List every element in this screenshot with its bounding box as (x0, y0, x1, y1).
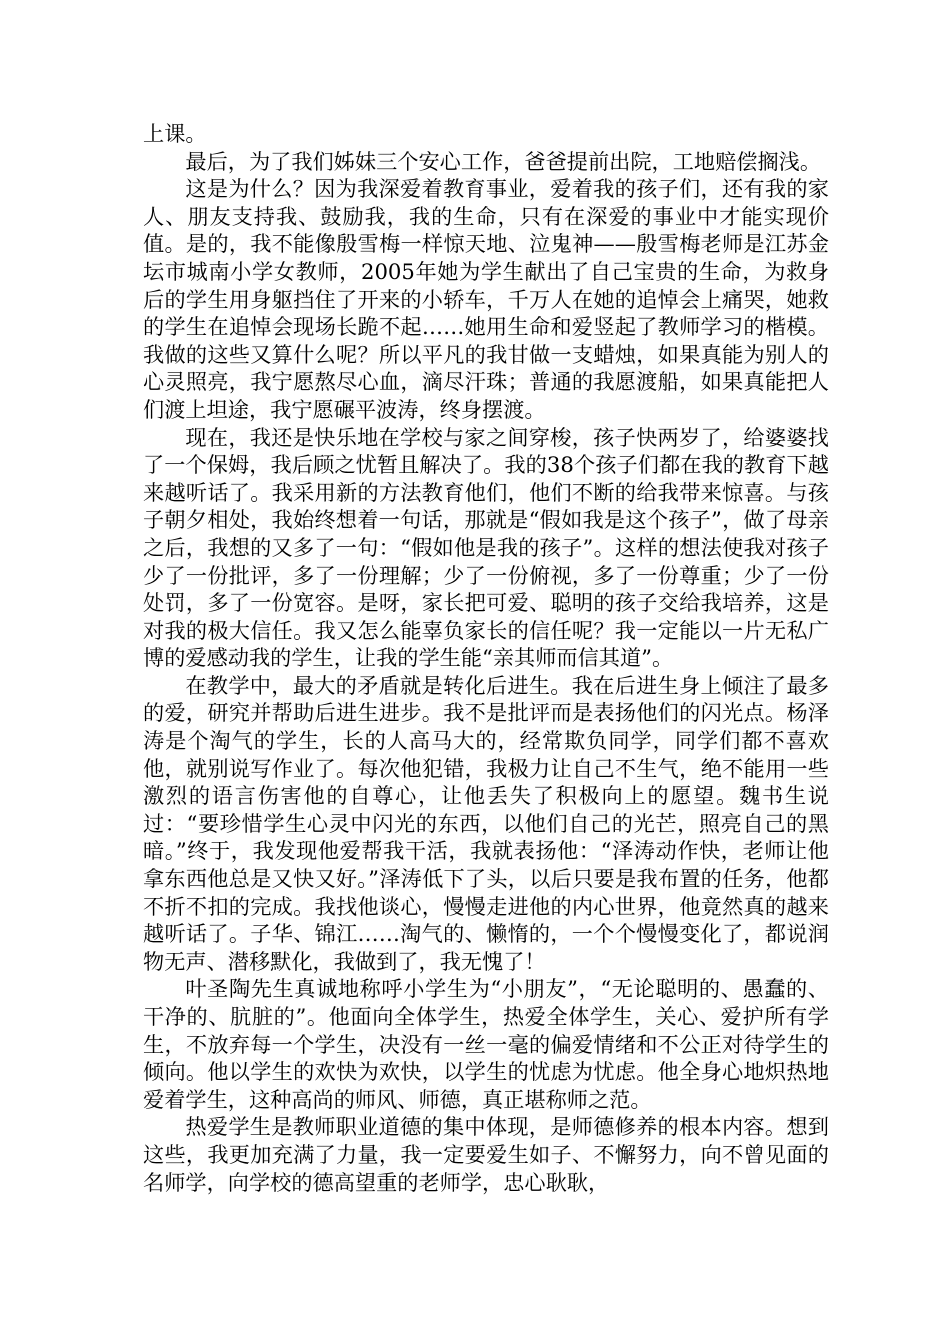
document-body (143, 120, 829, 1196)
paragraph-7: 热爱学生是教师职业道德的集中体现，是师德修养的根本内容。想到这些，我更加充满了力量，我一定要爱生如子、不懈努力，向不曾见面的名师学，向学校的德高望重的老师学，忠心耿耿， (143, 1114, 829, 1195)
paragraph-5: 在教学中，最大的矛盾就是转化后进生。我在后进生身上倾注了最多的爱，研究并帮助后进生进步。我不是批评而是表扬他们的闪光点。杨泽涛是个淘气的学生，长的人高马大的，经常欺负同学，同学们都不喜欢他，就别说写作业了。每次他犯错，我极力让自己不生气，绝不能用一些激烈的语言伤害他的自尊心，让他丢失了积极向上的愿望。魏书生说过：“要珍惜学生心灵中闪光的东西，以他们自己的光芒，照亮自己的黑暗。”终于，我发现他爱帮我干活，我就表扬他：“泽涛动作快，老师让他拿东西他总是又快又好。”泽涛低下了头，以后只要是我布置的任务，他都不折不扣的完成。我找他谈心，慢慢走进他的内心世界，他竟然真的越来越听话了。子华、锦江……淘气的、懒惰的，一个个慢慢变化了，都说润物无声、潜移默化，我做到了，我无愧了！ (143, 672, 829, 974)
paragraph-6: 叶圣陶先生真诚地称呼小学生为“小朋友”，“无论聪明的、愚蠢的、干净的、肮脏的”。他面向全体学生，热爱全体学生，关心、爱护所有学生，不放弃每一个学生，决没有一丝一毫的偏爱情绪和不公正对待学生的倾向。他以学生的欢快为欢快，以学生的忧虑为忧虑。他全身心地炽热地爱着学生，这种高尚的师风、师德，真正堪称师之范。 (143, 976, 829, 1112)
paragraph-2: 最后，为了我们姊妹三个安心工作，爸爸提前出院，工地赔偿搁浅。 (185, 148, 822, 174)
paragraph-3: 这是为什么？因为我深爱着教育事业，爱着我的孩子们，还有我的家人、朋友支持我、鼓励我，我的生命，只有在深爱的事业中才能实现价值。是的，我不能像殷雪梅一样惊天地、泣鬼神——殷雪梅老师是江苏金坛市城南小学女教师，2005年她为学生献出了自己宝贵的生命，为救身后的学生用身躯挡住了开来的小轿车，千万人在她的追悼会上痛哭，她救的学生在追悼会现场长跪不起……她用生命和爱竖起了教师学习的楷模。我做的这些又算什么呢？所以平凡的我甘做一支蜡烛，如果真能为别人的心灵照亮，我宁愿熬尽心血，滴尽汗珠；普通的我愿渡船，如果真能把人们渡上坦途，我宁愿碾平波涛，终身摆渡。 (143, 176, 829, 422)
paragraph-1: 上课。 (143, 121, 207, 146)
paragraph-4: 现在，我还是快乐地在学校与家之间穿梭，孩子快两岁了，给婆婆找了一个保姆，我后顾之忧暂且解决了。我的38个孩子们都在我的教育下越来越听话了。我采用新的方法教育他们，他们不断的给我带来惊喜。与孩子朝夕相处，我始终想着一句话，那就是“假如我是这个孩子”，做了母亲之后，我想的又多了一句：“假如他是我的孩子”。这样的想法使我对孩子少了一份批评，多了一份理解；少了一份俯视，多了一份尊重；少了一份处罚，多了一份宽容。是呀，家长把可爱、聪明的孩子交给我培养，这是对我的极大信任。我又怎么能辜负家长的信任呢？我一定能以一片无私广博的爱感动我的学生，让我的学生能“亲其师而信其道”。 (143, 424, 829, 671)
